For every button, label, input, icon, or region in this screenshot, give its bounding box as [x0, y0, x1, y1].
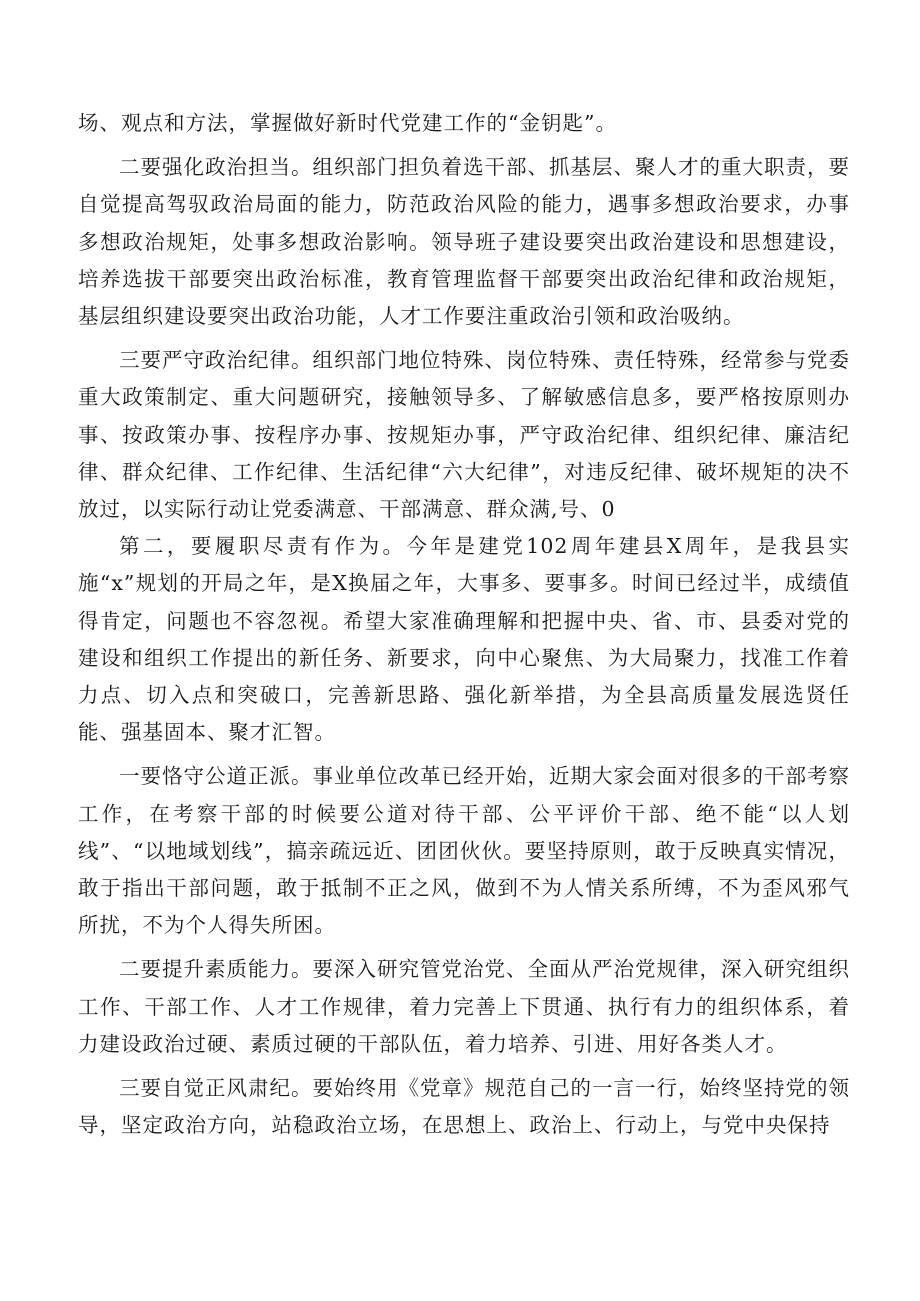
paragraph-2: 二要强化政治担当。组织部门担负着选干部、抓基层、聚人才的重大职责，要自觉提高驾驭政治局面的能力，防范政治风险的能力，遇事多想政治要求，办事多想政治规矩，处事多想政治影响。领导班子建设要突出政治建设和思想建设，培养选拔干部要突出政治标准，教育管理监督干部要突出政治纪律和政治规矩，基层组织建设要突出政治功能，人才工作要注重政治引领和政治吸纳。: [78, 155, 850, 329]
paragraph-1: 场、观点和方法，掌握做好新时代党建工作的“金钥匙”。: [78, 111, 617, 135]
paragraph-5: 一要恪守公道正派。事业单位改革已经开始，近期大家会面对很多的干部考察工作，在考察干部的时候要公道对待干部、公平评价干部、绝不能“以人划线”、“以地域划线”，搞亲疏远近、团团伙伙。要坚持原则，敢于反映真实情况，敢于指出干部问题，敢于抵制不正之风，做到不为人情关系所缚，不为歪风邪气所扰，不为个人得失所困。: [78, 764, 850, 938]
paragraph-4: 第二，要履职尽责有作为。今年是建党102周年建县X周年，是我县实施“x”规划的开局之年，是X换届之年，大事多、要事多。时间已经过半，成绩值得肯定，问题也不容忽视。希望大家准确理解和把握中央、省、市、县委对党的建设和组织工作提出的新任务、新要求，向中心聚焦、为大局聚力，找准工作着力点、切入点和突破口，完善新思路、强化新举措，为全县高质量发展选贤任能、强基固本、聚才汇智。: [78, 534, 850, 745]
paragraph-7: 三要自觉正风肃纪。要始终用《党章》规范自己的一言一行，始终坚持党的领导，坚定政治方向，站稳政治立场，在思想上、政治上、行动上，与党中央保持: [78, 1076, 850, 1138]
document-page: [78, 105, 850, 1144]
paragraph-3: 三要严守政治纪律。组织部门地位特殊、岗位特殊、责任特殊，经常参与党委重大政策制定、重大问题研究，接触领导多、了解敏感信息多，要严格按原则办事、按政策办事、按程序办事、按规矩办事，严守政治纪律、组织纪律、廉洁纪律、群众纪律、工作纪律、生活纪律“六大纪律”，对违反纪律、破坏规矩的决不放过，以实际行动让党委满意、干部满意、群众满,号、0: [78, 348, 850, 522]
paragraph-6: 二要提升素质能力。要深入研究管党治党、全面从严治党规律，深入研究组织工作、干部工作、人才工作规律，着力完善上下贯通、执行有力的组织体系，着力建设政治过硬、素质过硬的干部队伍，着力培养、引进、用好各类人才。: [78, 957, 850, 1056]
